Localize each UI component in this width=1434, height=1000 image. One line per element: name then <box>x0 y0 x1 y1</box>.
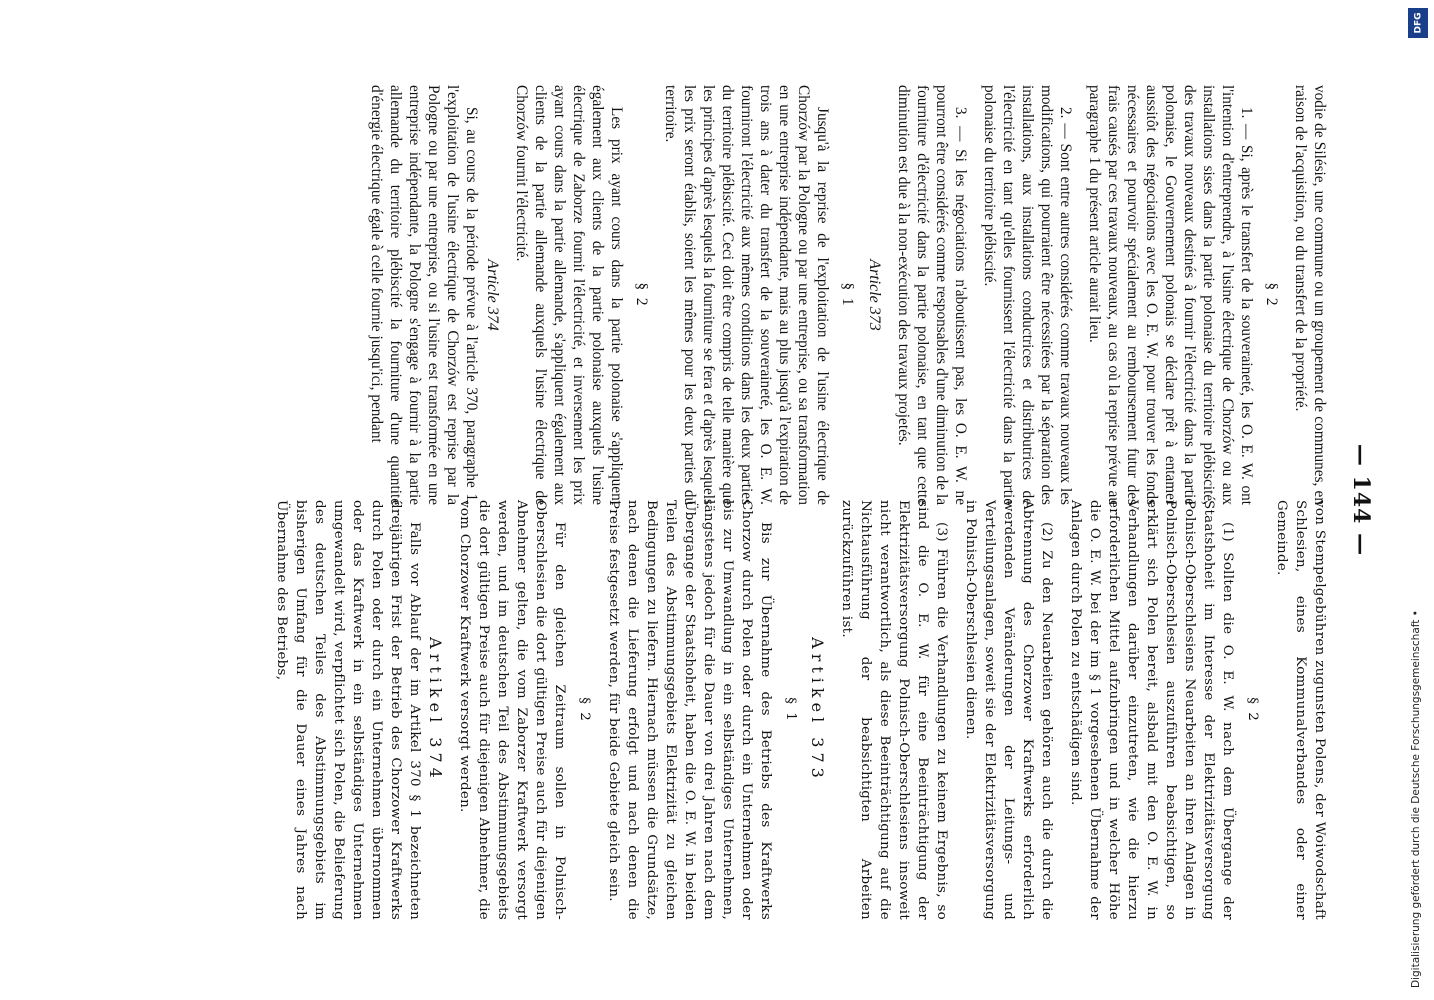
german-column <box>262 500 1329 920</box>
fr-paragraph-6: Si, au cours de la période prévue à l'article 370, paragraphe 1, l'exploitation de l'usine électrique de Chorzów est reprise par la Pologne ou par une entreprise, ou si l'usine est transformée en une entreprise indépendante, la Pologne s'engage à fournir à la partie allemande du territoire plébiscité la fourniture d'une quantité d'énergie électrique égale à celle fournie jusqu'ici, pendant <box>368 85 480 505</box>
fr-intro: vodie de Silésie, une commune ou un groupement de communes, en raison de l'acquisition, ou du transfert de la propriété. <box>1292 85 1328 505</box>
fr-section-1: § 1 <box>839 282 856 308</box>
de-paragraph-5: Für den gleichen Zeitraum sollen in Polnisch-Oberschlesien die dort gültigen Preise auch für diejenigen Abnehmer gelten, die vom Zaborzer Kraftwerk versorgt werden, und im deutschen Teil des Abstimmungsgebiets die dort gültigen Preise auch für diejenigen Abnehmer, die vom Chorzower Kraftwerk versorgt werden. <box>457 500 567 920</box>
de-paragraph-1: (1) Sollten die O. E. W. nach dem Übergange der Staatshoheit im Interesse der Elektrizitätsversorgung Polnisch-Oberschlesiens Neuarbeiten an ihren Anlagen in Polnisch-Oberschlesien auszuführen beabsichtigen, so erklärt sich Polen bereit, alsbald mit den O. E. W. in Verhandlungen darüber einzutreten, wie die hierzu erforderlichen Mittel aufzubringen und in welcher Höhe die O. E. W. bei der im § 1 vorgesehenen Übernahme der Anlagen durch Polen zu entschädigen sind. <box>1068 500 1235 920</box>
dfg-logo-text: DFG <box>1413 12 1424 34</box>
digitization-stamp-text: Digitalisierung gefördert durch die Deutsche Forschungsgemeinschaft • <box>1410 610 1422 988</box>
digitization-stamp <box>1408 8 1430 993</box>
de-article-374-heading: Artikel 374 <box>426 637 445 783</box>
french-column <box>357 85 1329 505</box>
de-paragraph-4: Bis zur Übernahme des Betriebs des Kraftwerks Chorzow durch Polen oder durch ein Unternehmen oder bis zur Umwandlung in ein selbständiges Unternehmen, längstens jedoch für die Dauer von drei Jahren nach dem Übergange der Staatshoheit, haben die O. E. W. in beiden Teilen des Abstimmungsgebiets Elektrizität zu gleichen Bedingungen zu liefern. Hiernach müssen die Grundsätze, nach denen die Lieferung erfolgt und nach denen die Preise festgesetzt werden, für beide Gebiete gleich sein. <box>606 500 773 920</box>
fr-paragraph-3: 3. — Si les négociations n'aboutissent pas, les O. E. W. ne pourront être considérés comme responsables d'une diminution de la fourniture d'électricité dans la partie polonaise, en tant que cette diminution est due à la non-exécution des travaux projetés. <box>895 85 969 505</box>
fr-section-2: § 2 <box>1263 282 1280 308</box>
fr-section-2b: § 2 <box>633 282 650 308</box>
fr-paragraph-2: 2. — Sont entre autres considérés comme travaux nouveaux les modifications, qui pourraient être nécessitées par la séparation des installations, aux installations conductrices et distributrices de l'électricité en tant qu'elles fournissent l'électricité dans la partie polonaise du territoire plébiscité. <box>981 85 1074 505</box>
de-section-1: § 1 <box>783 697 798 723</box>
de-section-2b: § 2 <box>577 697 592 723</box>
fr-article-373-heading: Article 373 <box>866 259 883 331</box>
fr-paragraph-1: 1. — Si, après le transfert de la souveraineté, les O. E. W. ont l'intention d'entreprendre, à l'usine électrique de Chorzów ou aux installations sises dans la partie polonaise du territoire plébiscité, des travaux nouveaux destinés à fournir l'électricité dans la partie polonaise, le Gouvernement polonais se déclare prêt à entamer aussitôt des négociations avec les O. E. W. pour trouver les fonds nécessaires et pourvoir spécialement au remboursement futur des frais causés par ces travaux nouveaux, au cas où la reprise prévue au paragraphe 1 du présent article aurait lieu. <box>1086 85 1255 505</box>
de-paragraph-3: (3) Führen die Verhandlungen zu keinem Ergebnis, so sind die O. E. W. für eine Beeinträchtigung der Elektrizitätsversorgung Polnisch-Oberschlesiens insoweit nicht verantwortlich, als diese Beeinträchtigung auf die Nichtausführung der beabsichtigten Arbeiten zurückzuführen ist. <box>839 500 949 920</box>
de-section-2: § 2 <box>1245 697 1260 723</box>
page-number: — 144 — <box>1348 443 1374 557</box>
de-paragraph-6: Falls vor Ablauf der im Artikel 370 § 1 bezeichneten dreijährigen Frist der Betrieb des Chorzower Kraftwerks durch Polen oder durch ein Unternehmen übernommen oder das Kraftwerk in ein selbständiges Unternehmen umgewandelt wird, verpflichtet sich Polen, die Belieferung des deutschen Teiles des Abstimmungsgebiets im bisherigen Umfang für die Dauer eines Jahres nach Übernahme des Betriebs, <box>274 500 422 920</box>
de-article-373-heading: Artikel 373 <box>808 637 827 783</box>
page-number-value: 144 <box>1348 475 1374 525</box>
de-paragraph-2: (2) Zu den Neuarbeiten gehören auch die durch die Abtrennung des Chorzower Kraftwerks erforderlich werdenden Veränderungen der Leitungs- und Verteilungsanlagen, soweit sie der Elektrizitätsversorgung in Polnisch-Oberschlesien dienen. <box>963 500 1054 920</box>
fr-paragraph-5: Les prix ayant cours dans la partie polonaise s'appliquent également aux clients de la partie polonaise auxquels l'usine électrique de Zaborze fournit l'électricité, et inversement les prix ayant cours dans la partie allemande, s'appliquent également aux clients de la partie allemande auxquels l'usine électrique de Chorzów fournit l'électricité. <box>513 85 625 505</box>
fr-paragraph-4: Jusqu'à la reprise de l'exploitation de l'usine électrique de Chorzów par la Pologne ou par une entreprise, ou sa transformation en une entreprise indépendante, mais au plus jusqu'à l'expiration de trois ans à dater du transfert de la souveraineté, les O. E. W. fourniront l'électricité aux mêmes conditions dans les deux parties du territoire plébiscité. Ceci doit être compris de telle manière que les principes d'après lesquels la fourniture se fera et d'après lesquels les prix seront établis, soient les mêmes pour les deux parties du territoire. <box>662 85 831 505</box>
de-intro: von Stempelgebühren zugunsten Polens, der Woiwodschaft Schlesien, eines Kommunalverbandes oder einer Gemeinde. <box>1274 500 1327 920</box>
fr-article-374-heading: Article 374 <box>484 259 501 331</box>
